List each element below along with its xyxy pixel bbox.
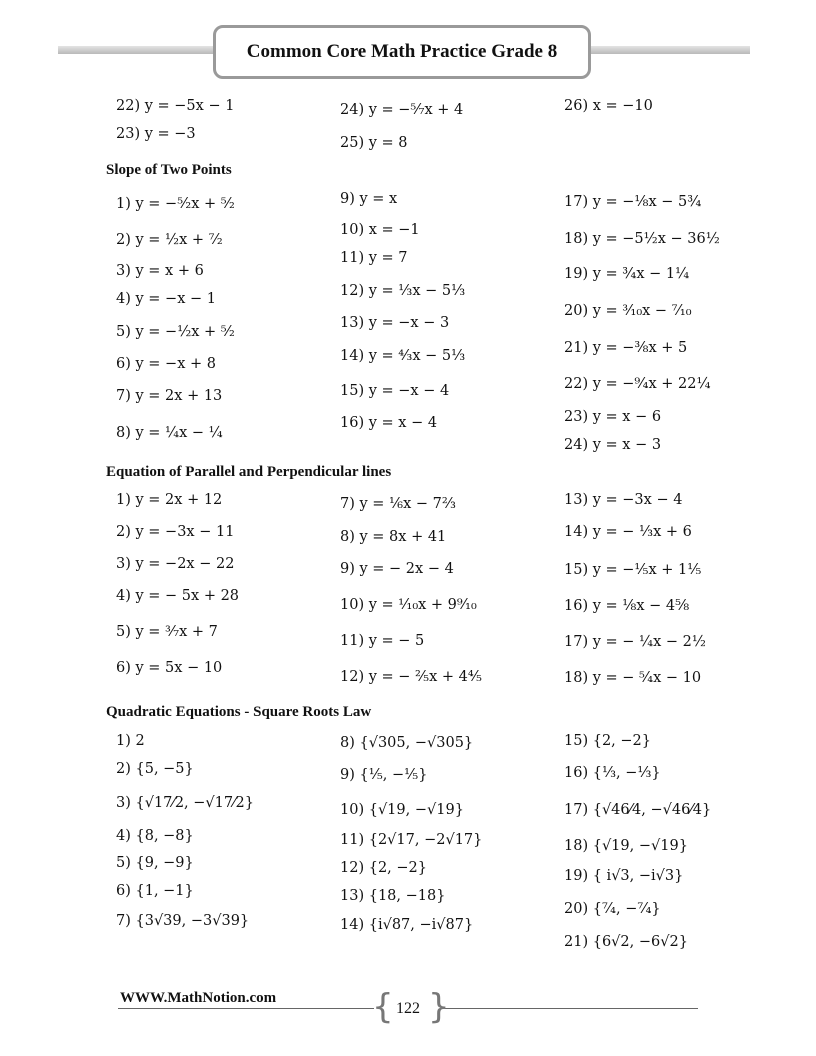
answer-line: 8) y = 8x + 41	[340, 529, 447, 545]
answer-line: 5) y = ³⁄₇x + 7	[116, 624, 218, 640]
answer-line: 20) y = ³⁄₁₀x − ⁷⁄₁₀	[564, 303, 692, 319]
answer-line: 7) {3√39, −3√39}	[116, 913, 250, 929]
answer-line: 19) { i√3, −i√3}	[564, 868, 684, 884]
answer-line: 23) y = x − 6	[564, 409, 662, 425]
answer-line: 5) {9, −9}	[116, 855, 194, 871]
answer-line: 6) y = −x + 8	[116, 356, 216, 372]
answer-line: 3) y = −2x − 22	[116, 556, 235, 572]
footer-divider	[442, 1008, 698, 1009]
answer-line: 12) y = − ⅖x + 4⅘	[340, 669, 482, 685]
answer-line: 15) y = −x − 4	[340, 383, 450, 399]
answer-line: 4) y = −x − 1	[116, 291, 216, 307]
answer-line: 20) {⁷⁄₄, −⁷⁄₄}	[564, 901, 661, 917]
answer-line: 1) y = −⁵⁄₂x + ⁵⁄₂	[116, 196, 235, 212]
answer-line: 9) {⅕, −⅕}	[340, 767, 428, 783]
answer-line: 13) {18, −18}	[340, 888, 446, 904]
footer-divider	[118, 1008, 374, 1009]
answer-line: 14) {i√87, −i√87}	[340, 917, 474, 933]
answer-line: 13) y = −x − 3	[340, 315, 450, 331]
answer-line: 6) y = 5x − 10	[116, 660, 223, 676]
answer-line: 16) y = ⅛x − 4⅝	[564, 598, 690, 614]
answer-line: 14) y = ⁴⁄₃x − 5⅓	[340, 348, 466, 364]
section-title: Quadratic Equations - Square Roots Law	[106, 704, 372, 720]
section-title: Equation of Parallel and Perpendicular lines	[106, 464, 392, 480]
answer-line: 3) {√17⁄2, −√17⁄2}	[116, 795, 254, 811]
answer-line: 4) y = − 5x + 28	[116, 588, 240, 604]
answer-line: 15) y = −⅕x + 1⅕	[564, 562, 702, 578]
answer-line: 11) y = 7	[340, 250, 408, 266]
answer-line: 22) y = −⁹⁄₄x + 22¼	[564, 376, 711, 392]
section-title: Slope of Two Points	[106, 162, 232, 178]
answer-line: 16) {⅓, −⅓}	[564, 765, 661, 781]
answer-line: 23) y = −3	[116, 126, 196, 142]
left-brace-icon: {	[372, 987, 394, 1027]
answer-line: 7) y = 2x + 13	[116, 388, 223, 404]
answer-line: 6) {1, −1}	[116, 883, 194, 899]
answer-line: 9) y = − 2x − 4	[340, 561, 454, 577]
page-title: Common Core Math Practice Grade 8	[213, 25, 591, 79]
answer-line: 16) y = x − 4	[340, 415, 438, 431]
answer-line: 11) y = − 5	[340, 633, 425, 649]
answer-line: 12) y = ⅓x − 5⅓	[340, 283, 466, 299]
answer-line: 19) y = ¾x − 1¼	[564, 266, 690, 282]
answer-line: 17) y = −⅛x − 5¾	[564, 194, 702, 210]
answer-line: 18) y = − ⁵⁄₄x − 10	[564, 670, 702, 686]
answer-line: 2) y = −3x − 11	[116, 524, 235, 540]
answer-line: 7) y = ⅙x − 7⅔	[340, 496, 456, 512]
answer-line: 26) x = −10	[564, 98, 653, 114]
answer-line: 1) y = 2x + 12	[116, 492, 223, 508]
answer-line: 21) {6√2, −6√2}	[564, 934, 688, 950]
answer-line: 3) y = x + 6	[116, 263, 204, 279]
answer-line: 24) y = −⁵⁄₇x + 4	[340, 102, 464, 118]
answer-line: 13) y = −3x − 4	[564, 492, 683, 508]
answer-line: 2) y = ½x + ⁷⁄₂	[116, 232, 223, 248]
answer-line: 25) y = 8	[340, 135, 408, 151]
answer-line: 8) {√305, −√305}	[340, 735, 474, 751]
answer-line: 21) y = −⅜x + 5	[564, 340, 688, 356]
page-number: 122	[396, 1000, 420, 1017]
answer-line: 5) y = −½x + ⁵⁄₂	[116, 324, 235, 340]
answer-line: 12) {2, −2}	[340, 860, 427, 876]
answer-line: 10) x = −1	[340, 222, 420, 238]
answer-line: 22) y = −5x − 1	[116, 98, 235, 114]
answer-line: 10) y = ¹⁄₁₀x + 9⁹⁄₁₀	[340, 597, 477, 613]
answer-line: 4) {8, −8}	[116, 828, 194, 844]
answer-line: 1) 2	[116, 733, 145, 749]
answer-line: 17) {√46⁄4, −√46⁄4}	[564, 802, 712, 818]
answer-line: 24) y = x − 3	[564, 437, 662, 453]
right-brace-icon: }	[428, 987, 450, 1027]
answer-line: 15) {2, −2}	[564, 733, 651, 749]
answer-line: 14) y = − ⅓x + 6	[564, 524, 692, 540]
answer-line: 8) y = ¼x − ¼	[116, 425, 223, 441]
answer-line: 2) {5, −5}	[116, 761, 194, 777]
answer-line: 18) {√19, −√19}	[564, 838, 688, 854]
answer-line: 10) {√19, −√19}	[340, 802, 464, 818]
answer-line: 11) {2√17, −2√17}	[340, 832, 483, 848]
answer-line: 18) y = −5½x − 36½	[564, 231, 720, 247]
footer-website: WWW.MathNotion.com	[120, 990, 277, 1006]
answer-line: 17) y = − ¼x − 2½	[564, 634, 706, 650]
answer-line: 9) y = x	[340, 191, 398, 207]
